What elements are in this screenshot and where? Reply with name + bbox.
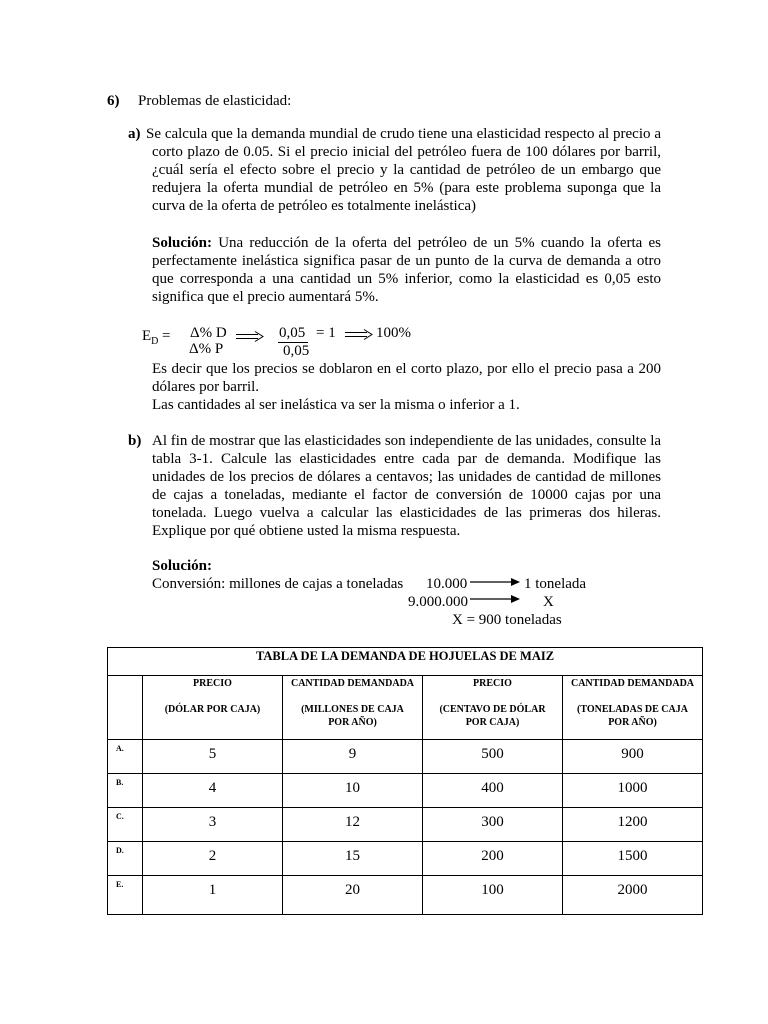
right-arrow-icon	[470, 594, 520, 604]
problem-number: 6)	[107, 93, 120, 109]
row-label: A.	[108, 740, 143, 774]
header-unit: (MILLONES DE CAJA	[301, 704, 404, 715]
table-title-row	[108, 648, 703, 676]
table-cell: 3	[143, 808, 283, 842]
right-arrow-icon	[470, 577, 520, 587]
table-cell: 9	[283, 740, 423, 774]
value-denominator: 0,05	[283, 343, 310, 359]
formula-denominator: Δ% P	[189, 341, 224, 357]
implies-arrow-path	[236, 332, 263, 342]
header-label: CANTIDAD DEMANDADA	[290, 678, 415, 689]
part-b-label: b)	[128, 433, 142, 449]
table-cell: 1200	[563, 808, 703, 842]
arrow-head	[511, 578, 520, 586]
table-row	[108, 774, 703, 808]
part-a-statement-line: Se calcula que la demanda mundial de crudo tiene una elasticidad respecto al precio a	[146, 126, 661, 142]
table-cell: 500	[423, 740, 563, 774]
table-cell: 300	[423, 808, 563, 842]
header-corner-cell	[108, 676, 143, 740]
conversion-row1-left: 10.000	[426, 576, 468, 592]
part-a-statement	[146, 125, 661, 215]
part-b-statement	[152, 432, 661, 540]
table-cell: 4	[143, 774, 283, 808]
part-a-solution-line	[152, 234, 661, 252]
conversion-row2-left: 9.000.000	[408, 594, 468, 610]
part-a-solution-line: perfectamente inelástica significa pasar de un punto de la curva de demanda a otro	[152, 253, 661, 269]
arrow-head	[511, 595, 520, 603]
header-label: PRECIO	[193, 678, 232, 689]
problem-title: Problemas de elasticidad:	[138, 93, 292, 109]
header-unit: (TONELADAS DE CAJA	[577, 704, 688, 715]
conversion-text: Conversión: millones de cajas a toneladas	[152, 576, 404, 592]
part-b-statement-line: unidades de los precios de dólares a centavos; las unidades de cantidad de millones	[152, 469, 661, 485]
value-numerator: 0,05	[279, 325, 306, 341]
header-cell	[283, 676, 423, 740]
row-label: E.	[108, 876, 143, 915]
header-unit: POR AÑO)	[328, 717, 377, 728]
header-unit: (CENTAVO DE DÓLAR	[439, 704, 546, 715]
formula-equals: =	[162, 328, 171, 344]
elasticity-symbol	[142, 327, 158, 347]
part-a-solution-line: que corresponda a una cantidad un 5% inferior, como la elasticidad es 0,05 esto	[152, 271, 661, 287]
conversion-result: X = 900 toneladas	[452, 612, 562, 628]
part-a-label: a)	[128, 126, 141, 142]
formula-percent: 100%	[376, 325, 411, 341]
part-a-statement-line: ¿cuál sería el efecto sobre el precio y la cantidad de petróleo de un embargo que	[152, 162, 661, 178]
table-row	[108, 808, 703, 842]
row-label: C.	[108, 808, 143, 842]
table-header-row	[108, 676, 703, 740]
demand-table	[107, 647, 703, 915]
table-title: TABLA DE LA DEMANDA DE HOJUELAS DE MAIZ	[108, 648, 703, 676]
part-a-conclusion	[152, 360, 661, 414]
header-unit: POR CAJA)	[465, 717, 520, 728]
table-cell: 200	[423, 842, 563, 876]
table-cell: 400	[423, 774, 563, 808]
header-label: CANTIDAD DEMANDADA	[570, 678, 695, 689]
part-b-statement-line: tonelada. Luego vuelva a calcular las elasticidades de las primeras dos hileras.	[152, 505, 661, 521]
row-label: B.	[108, 774, 143, 808]
table-cell: 12	[283, 808, 423, 842]
table-cell: 5	[143, 740, 283, 774]
table-row	[108, 740, 703, 774]
table-cell: 2000	[563, 876, 703, 915]
part-a-solution-line: significa que el precio aumentará 5%.	[152, 289, 379, 305]
part-a-statement-line: corto plazo de 0.05. Si el precio inicial del petróleo fuera de 100 dólares por barril,	[152, 144, 661, 160]
row-label: D.	[108, 842, 143, 876]
elasticity-letter: E	[142, 328, 152, 344]
formula-numerator: Δ% D	[190, 325, 227, 341]
header-unit: (DÓLAR POR CAJA)	[164, 704, 261, 715]
solution-text: Una reducción de la oferta del petróleo de un 5% cuando la oferta es	[218, 235, 661, 251]
solution-label: Solución:	[152, 235, 213, 251]
part-a-conclusion-line: Las cantidades al ser inelástica va ser la misma o inferior a 1.	[152, 397, 520, 413]
part-a-conclusion-line: dólares por barril.	[152, 379, 260, 395]
table-cell: 100	[423, 876, 563, 915]
part-b-statement-line: Explique por qué obtiene usted la misma respuesta.	[152, 523, 461, 539]
part-b-statement-line: Al fin de mostrar que las elasticidades son independiente de las unidades, consulte la	[152, 433, 662, 449]
part-b-statement-line: de cajas a toneladas, mediante el factor de conversión de 10000 cajas por una	[152, 487, 661, 503]
implies-arrow-icon	[236, 331, 264, 342]
table-cell: 1000	[563, 774, 703, 808]
header-cell	[563, 676, 703, 740]
formula-result: = 1	[316, 325, 336, 341]
part-b-solution-label: Solución:	[152, 558, 213, 574]
table-cell: 15	[283, 842, 423, 876]
table-cell: 2	[143, 842, 283, 876]
table-cell: 20	[283, 876, 423, 915]
elasticity-subscript: D	[151, 336, 159, 347]
part-a-statement-line: redujera la oferta mundial de petróleo en 5% (para este problema suponga que la	[152, 180, 661, 196]
header-unit: POR AÑO)	[608, 717, 657, 728]
table-cell: 900	[563, 740, 703, 774]
header-cell	[423, 676, 563, 740]
table-cell: 1500	[563, 842, 703, 876]
part-a-conclusion-line: Es decir que los precios se doblaron en el corto plazo, por ello el precio pasa a 200	[152, 361, 661, 377]
implies-arrow-path	[345, 330, 372, 340]
header-cell	[143, 676, 283, 740]
conversion-row2-right: X	[543, 594, 554, 610]
part-b-statement-line: tabla 3-1. Calcule las elasticidades entre cada par de demanda. Modifique las	[152, 451, 661, 467]
table-cell: 10	[283, 774, 423, 808]
part-a-statement-line: curva de la oferta de petróleo es totalmente inelástica)	[152, 198, 477, 214]
header-label: PRECIO	[473, 678, 512, 689]
part-a-solution	[152, 234, 661, 306]
table-row	[108, 842, 703, 876]
implies-arrow-icon	[345, 329, 373, 340]
table-cell: 1	[143, 876, 283, 915]
conversion-row1-right: 1 tonelada	[524, 576, 587, 592]
table-row	[108, 876, 703, 915]
